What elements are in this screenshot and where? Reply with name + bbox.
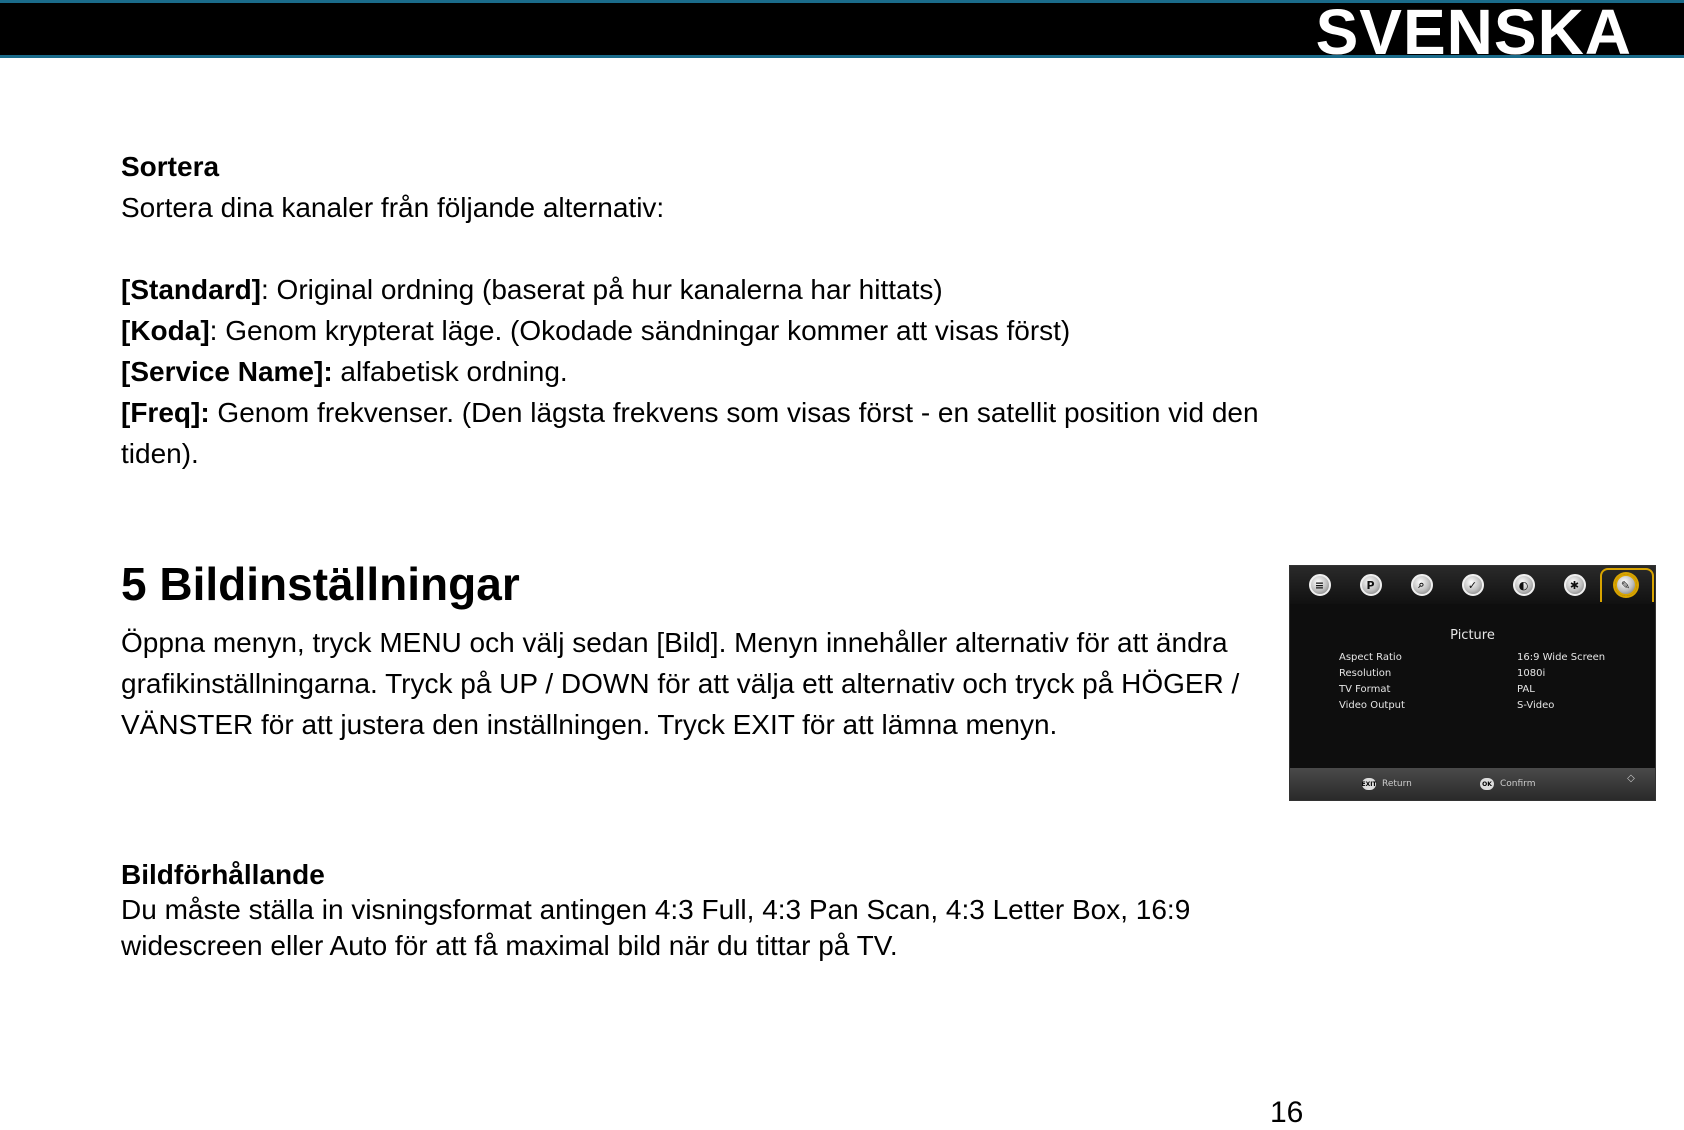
- row-label: Video Output: [1339, 700, 1405, 711]
- search-icon: ⌕: [1411, 574, 1433, 596]
- option-text: : Genom krypterat läge. (Okodade sändningar kommer att visas först): [209, 315, 1071, 346]
- sortera-intro: Sortera dina kanaler från följande alternativ:: [121, 192, 665, 223]
- tv-menu-rows: [1339, 650, 1639, 714]
- active-tab-outline: [1600, 568, 1654, 602]
- tv-menu-title: Picture: [1450, 628, 1495, 643]
- bild-section: [121, 556, 1291, 745]
- channel-list-icon: ≡: [1309, 574, 1331, 596]
- program-icon: P: [1360, 574, 1382, 596]
- gear-icon: ✱: [1564, 574, 1586, 596]
- option-text: alfabetisk ordning.: [332, 356, 568, 387]
- option-service-name: [121, 351, 1311, 392]
- option-text: Genom frekvenser. (Den lägsta frekvens som visas först - en satellit position vid den tiden).: [121, 397, 1259, 469]
- confirm-hint: [1480, 778, 1535, 790]
- option-text: : Original ordning (baserat på hur kanalerna har hittats): [261, 274, 943, 305]
- return-label: Return: [1382, 779, 1412, 789]
- option-label: [Freq]:: [121, 397, 210, 428]
- option-freq: [121, 392, 1291, 474]
- page-number: 16: [1270, 1096, 1304, 1129]
- return-hint: [1362, 778, 1412, 790]
- confirm-label: Confirm: [1500, 779, 1536, 789]
- exit-key-icon: EXIT: [1362, 778, 1376, 790]
- globe-icon: ◐: [1513, 574, 1535, 596]
- row-label: TV Format: [1339, 684, 1391, 695]
- language-title: SVENSKA: [1315, 0, 1632, 68]
- tv-menu-row: [1339, 666, 1639, 682]
- row-value: PAL: [1517, 684, 1535, 695]
- option-label: [Standard]: [121, 274, 261, 305]
- option-standard: [121, 269, 1311, 310]
- option-label: [Service Name]:: [121, 356, 333, 387]
- navigation-arrows-icon: ◇: [1627, 773, 1635, 784]
- tv-menu-row: [1339, 650, 1639, 666]
- row-label: Resolution: [1339, 668, 1392, 679]
- tv-menu-screenshot: [1289, 565, 1656, 801]
- ok-key-icon: OK: [1480, 778, 1494, 790]
- option-koda: [121, 310, 1311, 351]
- row-value: 16:9 Wide Screen: [1517, 652, 1606, 663]
- row-label: Aspect Ratio: [1339, 652, 1402, 663]
- aspect-heading: Bildförhållande: [121, 859, 325, 890]
- header-bar: [0, 0, 1684, 68]
- tv-menu-row: [1339, 698, 1639, 714]
- settings-check-icon: ✓: [1462, 574, 1484, 596]
- aspect-body: Du måste ställa in visningsformat antingen 4:3 Full, 4:3 Pan Scan, 4:3 Letter Box, 16:9 widescreen eller Auto för att få maximal bild när du tittar på TV.: [121, 894, 1191, 961]
- sortera-heading: Sortera: [121, 151, 220, 182]
- tools-icon: ✎: [1615, 574, 1637, 596]
- sortera-section: [121, 146, 1311, 474]
- row-value: 1080i: [1517, 668, 1546, 679]
- bild-body: Öppna menyn, tryck MENU och välj sedan [Bild]. Menyn innehåller alternativ för att ändra grafikinställningarna. Tryck på UP / DOWN för att välja ett alternativ och tryck på HÖGER / VÄNSTER för att justera den inställningen. Tryck EXIT för att lämna menyn.: [121, 627, 1240, 740]
- option-label: [Koda]: [121, 315, 210, 346]
- row-value: S-Video: [1517, 700, 1555, 711]
- aspect-section: [121, 858, 1291, 964]
- tv-menu-footer: [1290, 768, 1655, 800]
- spacer: [121, 228, 1311, 269]
- bild-heading: 5 Bildinställningar: [121, 558, 520, 610]
- tv-menu-row: [1339, 682, 1639, 698]
